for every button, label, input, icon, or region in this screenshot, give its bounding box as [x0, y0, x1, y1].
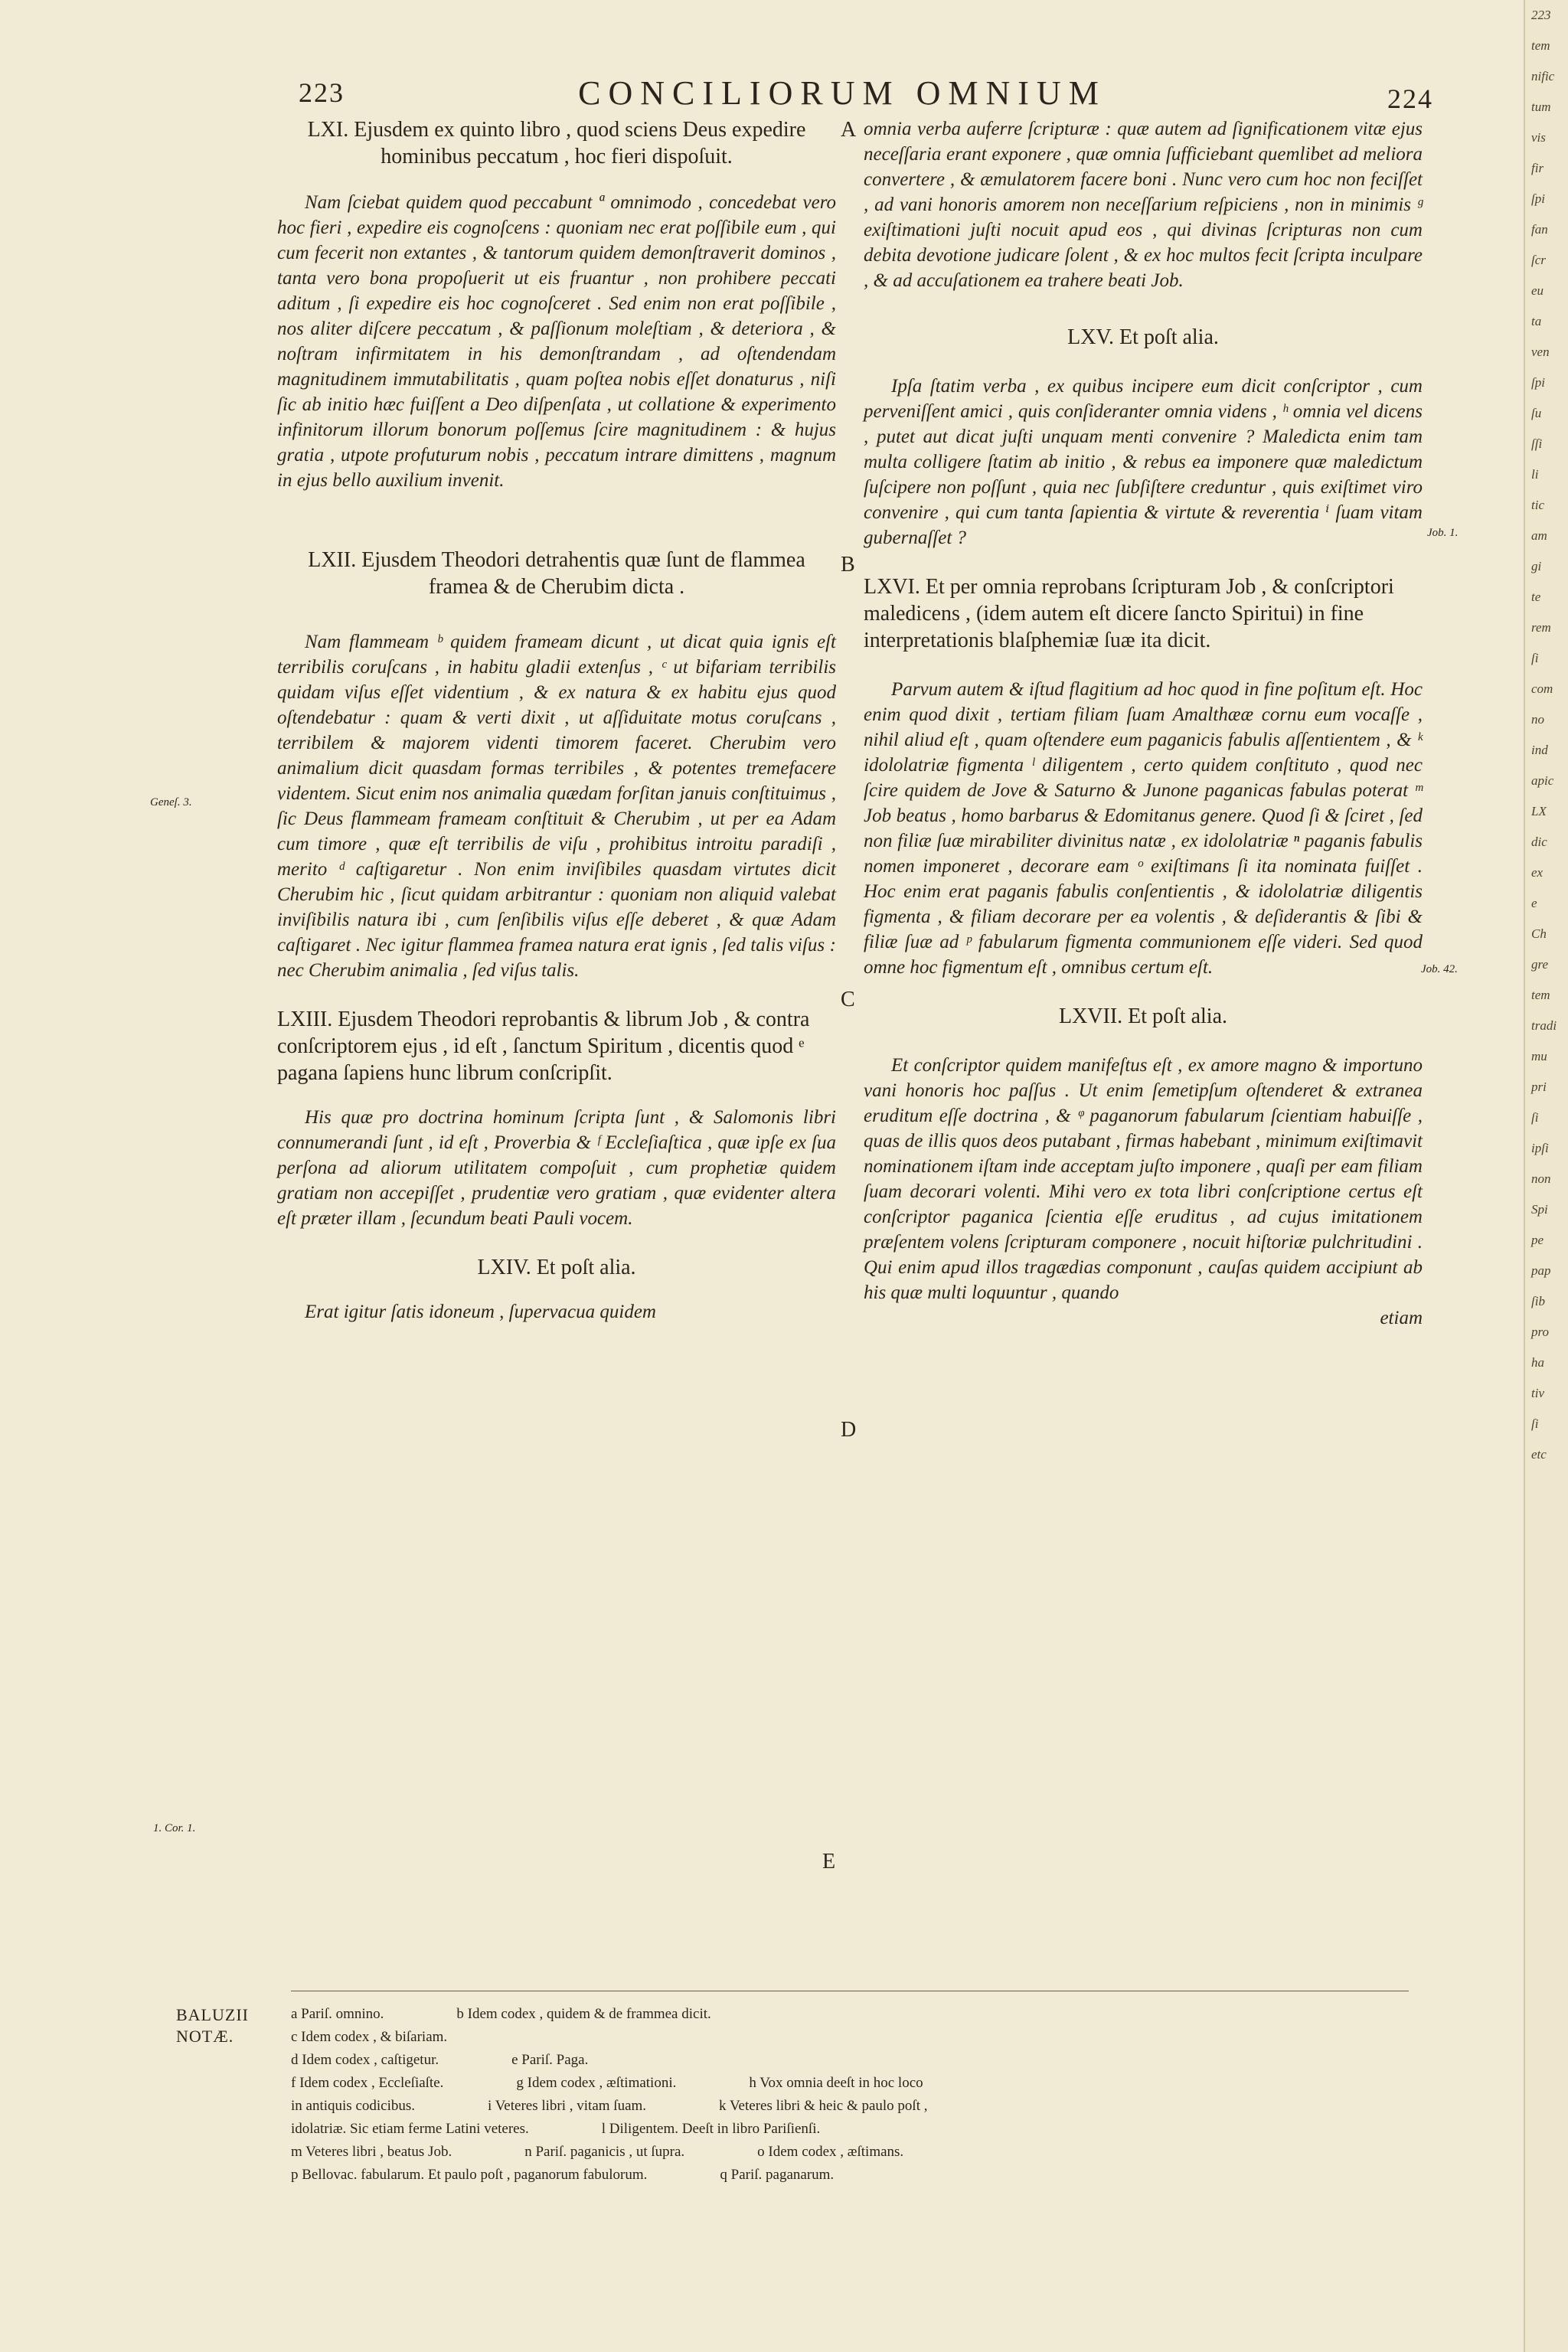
next-page-fragment: rem	[1531, 620, 1551, 635]
next-page-fragment: e	[1531, 896, 1537, 910]
section-letter-b: B	[841, 553, 855, 577]
page-number-right: 224	[1387, 83, 1433, 114]
next-page-fragment: pri	[1531, 1080, 1547, 1094]
notes-label	[176, 2004, 249, 2047]
next-page-fragment: Spi	[1531, 1202, 1548, 1217]
next-page-fragment: mu	[1531, 1049, 1547, 1063]
text-lxii: Nam flammeam ᵇ quidem frameam dicunt , ut dicat quia ignis eſt terribilis coruſcans , in habitu gladii extenſus , ᶜ ut bifariam terribilis quidam viſus eſſet videntium , & ex natura & ex habitu ejus quod oſtendebatur : quam & verti dixit , ut aſſiduitate motus coruſcans , terribilem & majorem videnti timorem faceret. Cherubim vero animalium dicit quasdam formas terribiles , & potentes tremefacere videntem. Sicut enim nos animalia quædam forſitan januis conſtituimus , ſic Deus flammeam frameam conſtituit & Cherubim , ut per ea Adam cum timore , quæ eſt terribilis de viſu , prohibitus introitu paradiſi , merito ᵈ caſtigaretur . Non enim inviſibiles quasdam virtutes dicit Cherubim hic , ſicut quidam arbitrantur : quoniam non aliquid valebat inviſibilis natura ibi , cum ſenſibilis viſus eſſe deberet , & quæ Adam caſtigaret . Nec igitur flammea framea natura erat ignis , ſed talis viſus : nec Cherubim animalia , ſed viſus talis.	[277, 632, 836, 981]
next-page-fragment: tic	[1531, 498, 1544, 512]
next-page-fragment: ſi	[1531, 1110, 1539, 1125]
next-page-fragment: eu	[1531, 283, 1544, 298]
next-page-fragment: ſpi	[1531, 191, 1545, 206]
note-line: in antiquis codicibus. i Veteres libri , vitam ſuam. k Veteres libri & heic & paulo poſt ,	[291, 2098, 928, 2114]
next-page-fragment: ſi	[1531, 1416, 1539, 1431]
heading-lxvii: LXVII. Et poſt alia.	[1058, 1004, 1228, 1028]
catchword: etiam	[1380, 1308, 1423, 1328]
left-column	[277, 116, 836, 1325]
next-page-fragment: gre	[1531, 957, 1549, 972]
margin-ref-genesis: Geneſ. 3.	[150, 796, 192, 808]
margin-ref-job-42: Job. 42.	[1421, 963, 1458, 975]
next-page-fragment: pe	[1531, 1233, 1544, 1247]
next-page-fragment: vis	[1531, 130, 1546, 145]
next-page-fragment: 223	[1531, 8, 1551, 22]
section-letter-c: C	[841, 988, 855, 1011]
next-page-fragment: etc	[1531, 1447, 1547, 1462]
next-page-fragment: pro	[1531, 1325, 1549, 1339]
next-page-fragment: pap	[1531, 1263, 1551, 1278]
text-lxiii: His quæ pro doctrina hominum ſcripta ſunt , & Salomonis libri connumerandi ſunt , id eſt , Proverbia & ᶠ Eccleſiaſtica , quæ ipſe ex ſua perſona ad aliorum utilitatem compoſuit , cum prophetiæ quidem gratiam non accepiſſet , prudentiæ vero gratiam , quæ evidenter altera eſt præter illam , ſecundum beati Pauli vocem.	[277, 1107, 836, 1229]
next-page-fragment: com	[1531, 681, 1553, 696]
notes-label-line-1: BALUZII	[176, 2005, 249, 2024]
next-page-fragment: non	[1531, 1171, 1551, 1186]
next-page-fragment: te	[1531, 590, 1541, 604]
section-letter-e: E	[822, 1850, 836, 1873]
text-lxv: Ipſa ſtatim verba , ex quibus incipere eum dicit conſcriptor , cum perveniſſent amici , quis conſideranter omnia videns , ʰ omnia vel dicens , putet aut dicat juſti unquam menti convenire ? Maledicta enim tam multa colligere ſtatim ab initio , & rebus ea imponere quæ maledictum ſuſcipere non poſſunt , quia nec ſubſiſtere creduntur , quis exiſtimet viro convenire , qui cum tanta ſapientia & virtute & reverentia ⁱ ſuam vitam gubernaſſet ?	[864, 376, 1423, 548]
next-page-fragment: apic	[1531, 773, 1554, 788]
note-line: d Idem codex , caſtigetur. e Pariſ. Paga.	[291, 2052, 589, 2068]
next-page-fragment: ind	[1531, 743, 1548, 757]
running-title: CONCILIORUM OMNIUM	[578, 74, 1106, 112]
text-continued: omnia verba auferre ſcripturæ : quæ autem ad ſignificationem vitæ ejus neceſſaria erant exponere , quæ omnia ſufficiebant quemlibet ad meliora convertere , & æmulatorem facere boni . Nunc vero cum hoc non feciſſet , ad vani honoris amorem non neceſſarium reſpiciens , non in minimis ᵍ exiſtimationi juſti nocuit apud eos , qui divinas ſcripturas non cum debita devotione judicare ſolent , & ex hoc multos fecit ſcripta inculpare , & ad accuſationem ea trahere beati Job.	[864, 119, 1423, 291]
next-page-fragment: ipſi	[1531, 1141, 1549, 1155]
heading-lxv: LXV. Et poſt alia.	[1067, 325, 1219, 349]
text-lxvii: Et conſcriptor quidem manifeſtus eſt , ex amore magno & importuno vani honoris hoc paſſus . Ut enim ſemetipſum oſtenderet & extranea eruditum eſſe doctrina , & ᵠ paganorum fabularum ſcientiam habuiſſe , quas de illis quos deos putabant , firmas habebant , minimum exiſtimavit nominationem iſtam inde acceptam juſto imponere , quaſi per eam filiam ſuam decorari volenti. Mihi vero ex tota libri conſcriptione certus eſt conſcriptor paganica ſcientia eſſe eruditus , ad cujus imitationem præſentem volens ſcripturam componere , nocuit hiſtoriæ pulchritudini . Qui enim apud illos tragædias componunt , cauſas quidem accipiunt ab his quæ multi loquuntur , quando	[864, 1055, 1423, 1303]
next-page-fragment: no	[1531, 712, 1544, 727]
notes-block	[291, 2003, 1439, 2187]
next-page-fragment: fir	[1531, 161, 1544, 175]
next-page-fragment: li	[1531, 467, 1539, 482]
next-page-fragment: dic	[1531, 835, 1547, 849]
heading-lxii: LXII. Ejusdem Theodori detrahentis quæ ſunt de flammea framea & de Cherubim dicta .	[308, 548, 805, 599]
heading-lxvi: LXVI. Et per omnia reprobans ſcripturam Job , & conſcriptori maledicens , (idem autem eſt dicere ſancto Spiritui) in fine interpretationis blaſphemiæ ſuæ ita dicit.	[864, 575, 1394, 652]
next-page-fragment: tem	[1531, 38, 1550, 53]
note-line: idolatriæ. Sic etiam ferme Latini veteres. l Diligentem. Deeſt in libro Pariſienſi.	[291, 2121, 821, 2137]
next-page-fragment: nific	[1531, 69, 1555, 83]
next-page-fragment: ex	[1531, 865, 1544, 880]
section-letter-a: A	[841, 118, 857, 142]
text-lxiv: Erat igitur ſatis idoneum , ſupervacua quidem	[305, 1302, 656, 1322]
note-line: a Pariſ. omnino. b Idem codex , quidem & de frammea dicit.	[291, 2006, 711, 2022]
next-page-edge	[1524, 0, 1568, 2352]
next-page-fragment: tum	[1531, 100, 1551, 114]
next-page-fragment: ſpi	[1531, 375, 1545, 390]
next-page-fragment: ſib	[1531, 1294, 1545, 1308]
next-page-fragment: fan	[1531, 222, 1548, 237]
next-page-fragment: ha	[1531, 1355, 1544, 1370]
next-page-fragment: ſſi	[1531, 436, 1543, 451]
next-page-fragment: ſcr	[1531, 253, 1546, 267]
next-page-fragment: Ch	[1531, 926, 1547, 941]
next-page-fragment: tradi	[1531, 1018, 1557, 1033]
page-number-left: 223	[299, 77, 345, 108]
next-page-fragment: ſi	[1531, 651, 1539, 665]
next-page-fragment: ta	[1531, 314, 1542, 328]
next-page-fragment: gi	[1531, 559, 1542, 573]
next-page-fragment: tem	[1531, 988, 1550, 1002]
section-letter-d: D	[841, 1418, 857, 1442]
next-page-fragment: am	[1531, 528, 1547, 543]
note-line: m Veteres libri , beatus Job. n Pariſ. paganicis , ut ſupra. o Idem codex , æſtimans.	[291, 2144, 904, 2160]
margin-ref-corinthians: 1. Cor. 1.	[153, 1822, 196, 1834]
next-page-fragment: tiv	[1531, 1386, 1544, 1400]
heading-lxiv: LXIV. Et poſt alia.	[477, 1256, 636, 1279]
margin-ref-job-1: Job. 1.	[1427, 527, 1459, 539]
note-line: p Bellovac. fabularum. Et paulo poſt , paganorum fabulorum. q Pariſ. paganarum.	[291, 2167, 835, 2183]
next-page-fragment: LX	[1531, 804, 1547, 818]
text-lxvi: Parvum autem & iſtud flagitium ad hoc quod in fine poſitum eſt. Hoc enim quod dixit , tertiam filiam ſuam Amalthææ cornu eum vocaſſe , nihil aliud eſt , quam oſtendere eum paganicis fabulis aſſentientem , & ᵏ idololatriæ figmenta ˡ diligentem , certo quidem conſtituto , quod nec ſcire quidem de Jove & Saturno & Junone paganicas fabulas poterat ᵐ Job beatus , homo barbarus & Edomitanus genere. Quod ſi & ſciret , ſed non filiæ ſuæ mirabiliter divinitus natæ , ex idololatriæ ⁿ paganis fabulis nomen imponeret , decorare eam ᵒ exiſtimans ſi ita nominata fuiſſet . Hoc enim erat paganis fabulis conſentientis , & idololatriæ diligentis figmenta , & filiam decorare per ea volentis , & deſiderantis & ſibi & filiæ ſuæ ad ᵖ fabularum figmenta communionem eſſe videri. Sed quod omne hoc figmentum eſt , omnibus certum eſt.	[864, 679, 1423, 978]
text-lxi: Nam ſciebat quidem quod peccabunt ª omnimodo , concedebat vero hoc fieri , expedire eis cognoſcens : quoniam nec erat poſſibile eum , qui cum fecerit non extantes , & tantorum quidem demonſtraverit dominos , tanta vero bona propoſuerit ut eis fruantur , non prohibere peccati aditum , ſi expedire eis hoc cognoſceret . Sed enim non erat poſſibile , nos aliter diſcere peccatum , & paſſionum moleſtiam , & deteriora , & noſtram infirmitatem in his demonſtrandam , ad oſtendendam magnitudinem immutabilitatis , quam poſtea nobis eſſet donaturus , niſi ſic ab initio hæc fuiſſent a Deo diſpenſata , ut collatione & experimento infinitorum illorum bonorum poſſemus ſcire magnitudinem : & hujus gratia , utpote profuturum nobis , peccatum intrare dimittens , magnum in ejus bello auxilium invenit.	[277, 192, 836, 491]
heading-lxiii: LXIII. Ejusdem Theodori reprobantis & librum Job , & contra conſcriptorem ejus , id eſt , ſanctum Spiritum , dicentis quod ᵉ pagana ſapiens hunc librum conſcripſit.	[277, 1008, 810, 1085]
notes-label-line-2: NOTÆ.	[176, 2027, 234, 2046]
right-column	[864, 116, 1423, 1331]
note-line: c Idem codex , & biſariam.	[291, 2029, 448, 2045]
note-line: f Idem codex , Eccleſiaſte. g Idem codex , æſtimationi. h Vox omnia deeſt in hoc loco	[291, 2075, 923, 2091]
next-page-fragment: ven	[1531, 345, 1550, 359]
next-page-fragment: ſu	[1531, 406, 1542, 420]
heading-lxi: LXI. Ejusdem ex quinto libro , quod sciens Deus expedire hominibus peccatum , hoc fieri dispoſuit.	[307, 118, 806, 168]
